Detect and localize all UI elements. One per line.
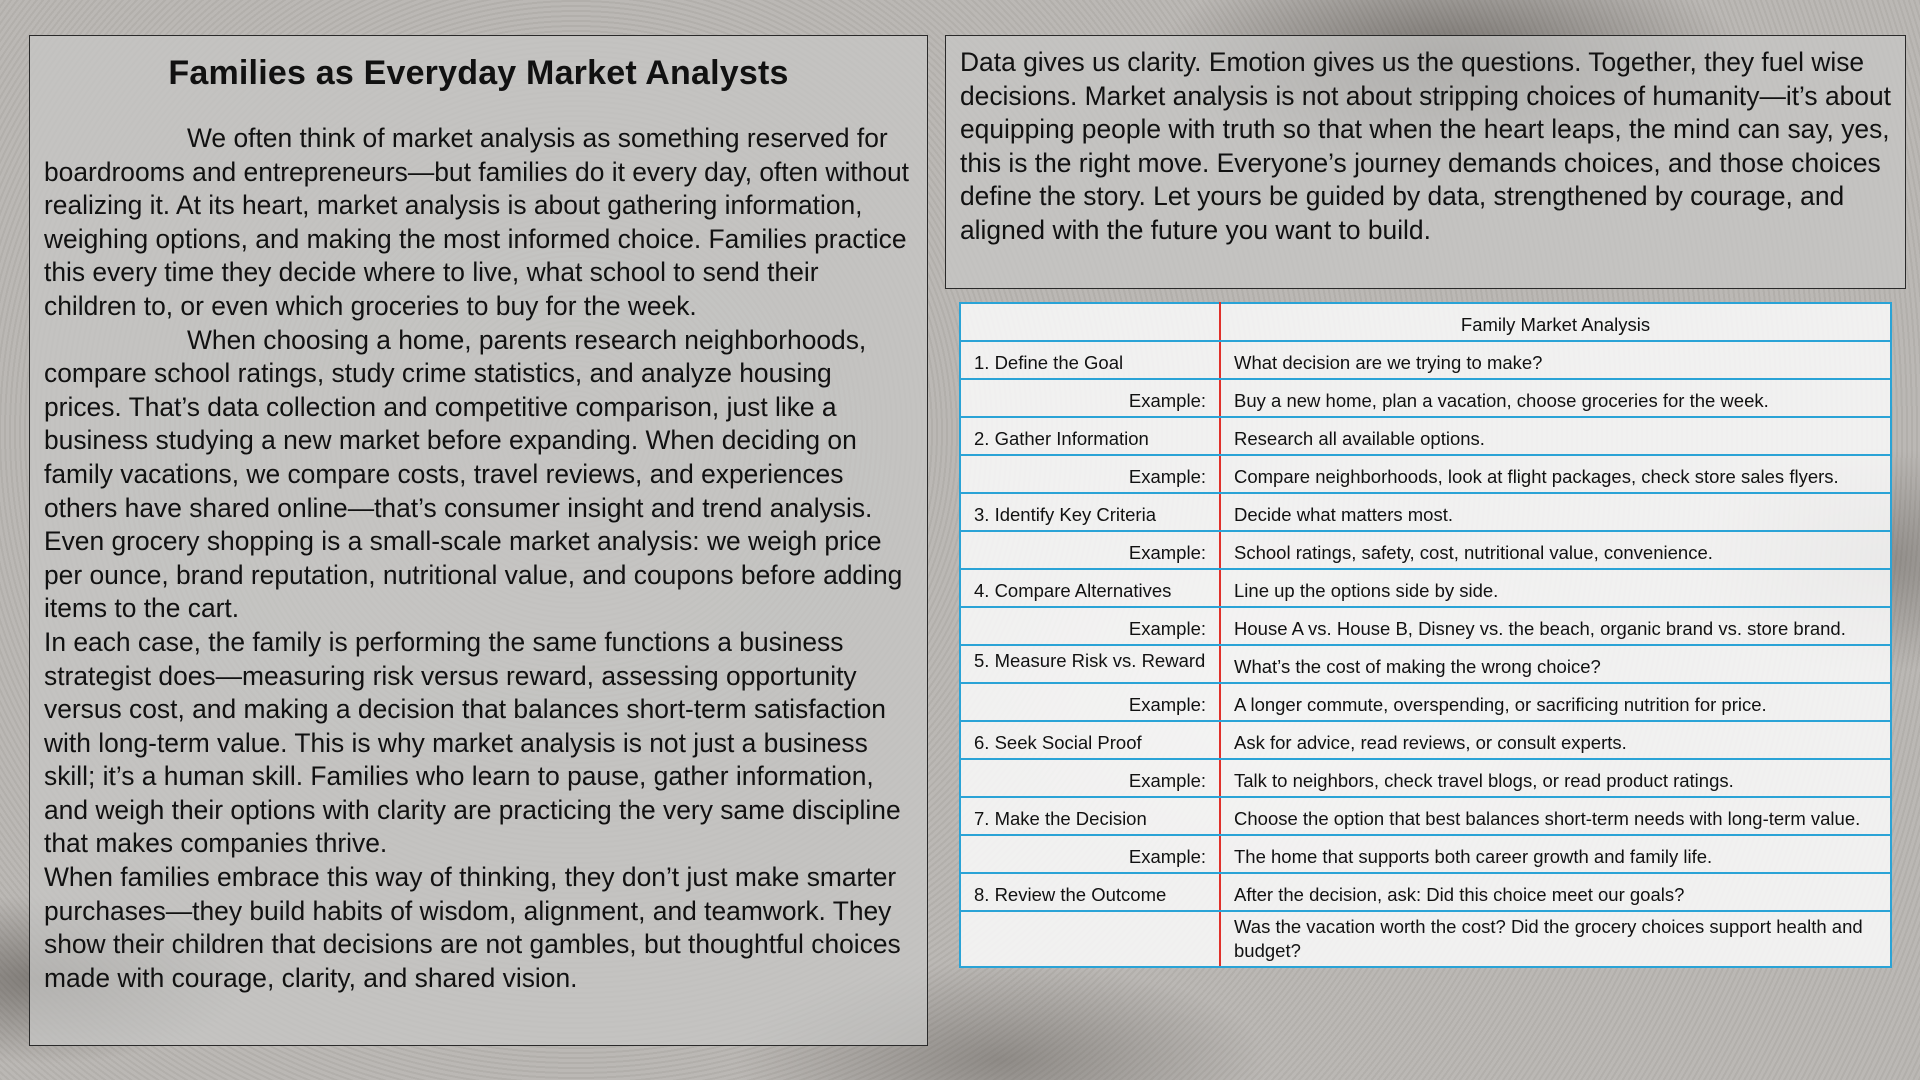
example-text: A longer commute, overspending, or sacrificing nutrition for price. <box>1220 683 1891 721</box>
step-label: 3. Identify Key Criteria <box>960 493 1220 531</box>
table-row <box>960 417 1891 455</box>
table-row <box>960 531 1891 569</box>
step-label: 1. Define the Goal <box>960 341 1220 379</box>
table-row <box>960 759 1891 797</box>
example-label: Example: <box>960 607 1220 645</box>
article-paragraph: When families embrace this way of thinking, they don’t just make smarter purchases—they build habits of wisdom, alignment, and teamwork. They show their children that decisions are not gambles, but thoughtful choices made with courage, clarity, and shared vision. <box>44 862 901 993</box>
example-text: Talk to neighbors, check travel blogs, or read product ratings. <box>1220 759 1891 797</box>
step-description: Choose the option that best balances short-term needs with long-term value. <box>1220 797 1891 835</box>
example-text: The home that supports both career growth and family life. <box>1220 835 1891 873</box>
table-title: Family Market Analysis <box>1220 303 1891 341</box>
article-panel <box>29 35 928 1046</box>
article-paragraph: In each case, the family is performing the same functions a business strategist does—measuring risk versus reward, assessing opportunity versus cost, and making a decision that balances short-term satisfaction with long-term value. This is why market analysis is not just a business skill; it’s a human skill. Families who learn to pause, gather information, and weigh their options with clarity are practicing the very same discipline that makes companies thrive. <box>44 626 901 859</box>
article-title: Families as Everyday Market Analysts <box>168 54 789 92</box>
table-row <box>960 569 1891 607</box>
table-row <box>960 683 1891 721</box>
step-label: 4. Compare Alternatives <box>960 569 1220 607</box>
step-description: What’s the cost of making the wrong choice? <box>1220 645 1891 683</box>
table-row <box>960 911 1891 967</box>
table-row <box>960 607 1891 645</box>
table-header-row <box>960 303 1891 341</box>
quote-panel <box>945 35 1906 289</box>
step-description: What decision are we trying to make? <box>1220 341 1891 379</box>
table-row <box>960 835 1891 873</box>
table-row <box>960 455 1891 493</box>
step-description: Ask for advice, read reviews, or consult experts. <box>1220 721 1891 759</box>
table-row <box>960 341 1891 379</box>
step-description: Decide what matters most. <box>1220 493 1891 531</box>
table-row <box>960 379 1891 417</box>
step-label: 2. Gather Information <box>960 417 1220 455</box>
step-description: After the decision, ask: Did this choice meet our goals? <box>1220 873 1891 911</box>
quote-text: Data gives us clarity. Emotion gives us the questions. Together, they fuel wise decisions. Market analysis is not about stripping choices of humanity—it’s about equipping people with truth so that when the heart leaps, the mind can say, yes, this is the right move. Everyone’s journey demands choices, and those choices define the story. Let yours be guided by data, strengthened by courage, and aligned with the future you want to build. <box>960 47 1891 245</box>
family-market-analysis-table <box>959 302 1892 968</box>
table-row <box>960 721 1891 759</box>
table-row <box>960 645 1891 683</box>
example-label: Example: <box>960 835 1220 873</box>
step-description: Research all available options. <box>1220 417 1891 455</box>
article-paragraph: When choosing a home, parents research neighborhoods, compare school ratings, study crime statistics, and analyze housing prices. That’s data collection and competitive comparison, just like a business studying a new market before expanding. When deciding on family vacations, we compare costs, travel reviews, and experiences others have shared online—that’s consumer insight and trend analysis. Even grocery shopping is a small-scale market analysis: we weigh price per ounce, brand reputation, nutritional value, and coupons before adding items to the cart. <box>44 324 903 624</box>
step-label: 5. Measure Risk vs. Reward <box>960 645 1220 683</box>
example-text: School ratings, safety, cost, nutritional value, convenience. <box>1220 531 1891 569</box>
step-label: 8. Review the Outcome <box>960 873 1220 911</box>
table-row <box>960 797 1891 835</box>
example-text: Buy a new home, plan a vacation, choose groceries for the week. <box>1220 379 1891 417</box>
table-row <box>960 873 1891 911</box>
example-label: Example: <box>960 379 1220 417</box>
example-label: Example: <box>960 683 1220 721</box>
example-text: House A vs. House B, Disney vs. the beach, organic brand vs. store brand. <box>1220 607 1891 645</box>
example-text: Was the vacation worth the cost? Did the grocery choices support health and budget? <box>1220 911 1891 967</box>
step-label: 7. Make the Decision <box>960 797 1220 835</box>
article-paragraph: We often think of market analysis as something reserved for boardrooms and entrepreneurs—but families do it every day, often without realizing it. At its heart, market analysis is about gathering information, weighing options, and making the most informed choice. Families practice this every time they decide where to live, what school to send their children to, or even which groceries to buy for the week. <box>44 123 910 321</box>
example-label: Example: <box>960 455 1220 493</box>
step-label: 6. Seek Social Proof <box>960 721 1220 759</box>
step-description: Line up the options side by side. <box>1220 569 1891 607</box>
step-label <box>960 911 1220 967</box>
example-text: Compare neighborhoods, look at flight packages, check store sales flyers. <box>1220 455 1891 493</box>
example-label: Example: <box>960 531 1220 569</box>
table-row <box>960 493 1891 531</box>
table-header-cell <box>960 303 1220 341</box>
example-label: Example: <box>960 759 1220 797</box>
